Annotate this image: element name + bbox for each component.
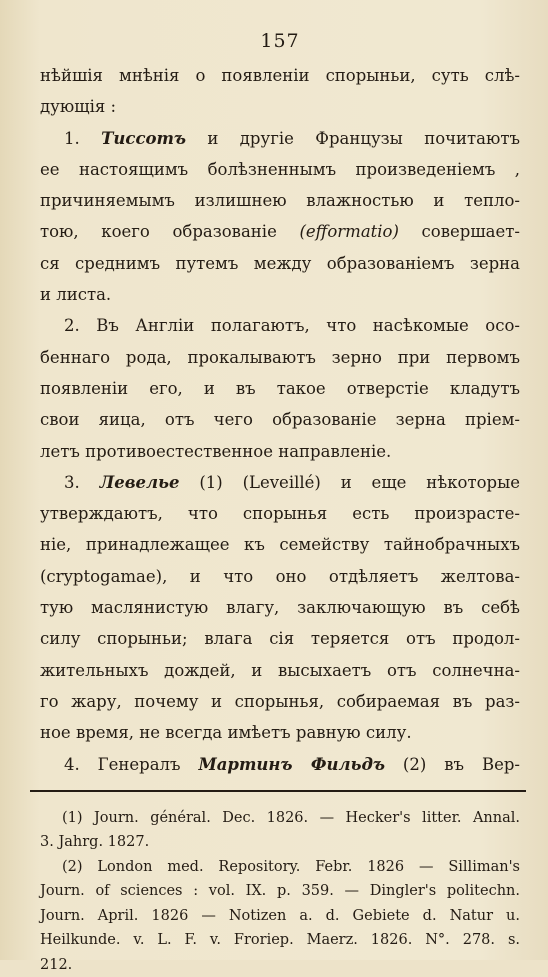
author-name-leveille: Левелье — [99, 472, 180, 492]
footnote-2-cont: Journ. April. 1826 — Notizen a. d. Gebiete d. Natur u. — [40, 907, 520, 924]
author-name-tissot: Тиссотъ — [101, 128, 186, 148]
text-line: причиняемымъ излишнею влажностью и тепло- — [40, 191, 520, 211]
text-line: ее настоящимъ болѣзненнымъ произведеніемъ , — [40, 159, 520, 179]
footnote-divider — [30, 790, 526, 792]
footnotes — [40, 806, 520, 977]
text-line: беннаго рода, прокалываютъ зерно при первомъ — [40, 347, 520, 367]
text-line: тую маслянистую влагу, заключающую въ себѣ — [40, 598, 520, 618]
footnote-1-cont: 3. Jahrg. 1827. — [40, 834, 150, 851]
text-line-item-3: 3. Левелье (1) (Leveillé) и еще нѣкоторые — [64, 472, 520, 492]
text-line-item-1: 1. Тиссотъ и другіе Французы почитаютъ — [64, 128, 520, 148]
text-line-item-4: 4. Генералъ Мартинъ Фильдъ (2) въ Вер- — [64, 754, 520, 774]
text-line: появленіи его, и въ такое отверстіе кладутъ — [40, 378, 520, 398]
text-line: ся среднимъ путемъ между образованіемъ зерна — [40, 253, 520, 273]
latin-term: (efformatio) — [299, 222, 399, 242]
text-line: ніе, принадлежащее къ семейству тайнобрачныхъ — [40, 535, 520, 555]
text-line-item-2: 2. Въ Англіи полагаютъ, что насѣкомые осо- — [64, 316, 520, 336]
author-name-martin-field: Мартинъ Фильдъ — [198, 754, 385, 774]
text-line: го жару, почему и спорынья, собираемая въ раз- — [40, 691, 520, 711]
text-line: (cryptogamae), и что оно отдѣляетъ желтова- — [40, 566, 520, 586]
footnote-2: (2) London med. Repository. Febr. 1826 — Silliman's — [62, 858, 520, 875]
text-line: дующія : — [40, 97, 117, 117]
text-line: нѣйшія мнѣнія о появленіи спорыньи, суть слѣ- — [40, 66, 520, 85]
footnote-1: (1) Journ. général. Dec. 1826. — Hecker's litter. Annal. — [62, 809, 520, 826]
text-line: жительныхъ дождей, и высыхаетъ отъ солнечна- — [40, 660, 520, 680]
page-number: 157 — [260, 30, 300, 52]
footnote-2-cont: Heilkunde. v. L. F. v. Froriep. Maerz. 1826. N°. 278. s. — [40, 932, 520, 949]
footnote-2-cont: Journ. of sciences : vol. IX. p. 359. — Dingler's politechn. — [40, 883, 520, 900]
footnote-2-cont: 212. — [40, 956, 73, 973]
text-line: утверждаютъ, что спорынья есть произрасте- — [40, 504, 520, 524]
text-line: силу спорыньи; влага сія теряется отъ продол- — [40, 629, 520, 649]
text-line: и листа. — [40, 285, 112, 305]
text-line-efformatio: тою, коего образованіе (efformatio) совершает- — [40, 222, 520, 242]
body-text — [40, 60, 520, 780]
text-line: свои яица, отъ чего образованіе зерна пріем- — [40, 410, 520, 430]
text-line: летъ противоестественное направленіе. — [40, 441, 392, 461]
text-line: ное время, не всегда имѣетъ равную силу. — [40, 723, 412, 743]
